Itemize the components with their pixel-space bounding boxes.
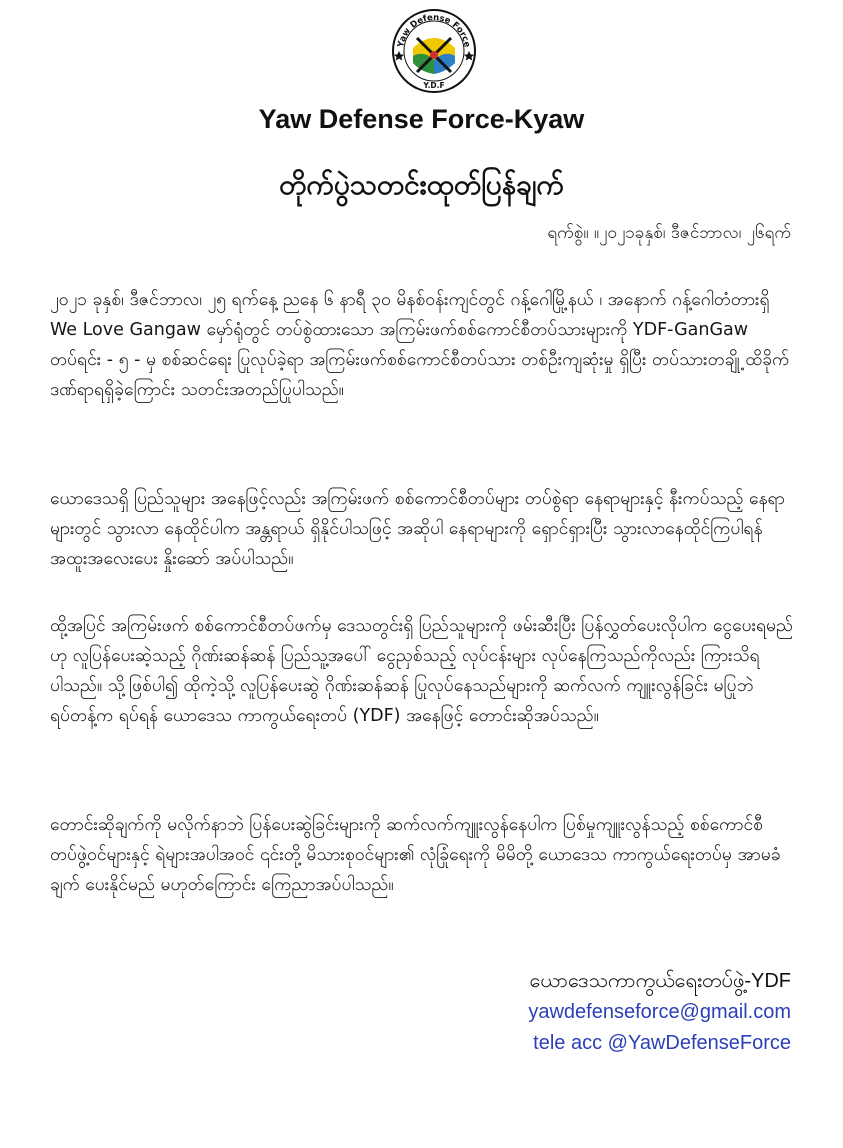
- document-title: တိုက်ပွဲသတင်းထုတ်ပြန်ချက်: [279, 168, 564, 201]
- ydf-logo: [391, 8, 477, 94]
- logo-bottom-text: Y.D.F: [423, 81, 445, 90]
- paragraph-3: ထို့အပြင် အကြမ်းဖက် စစ်ကောင်စီတပ်ဖက်မှ ဒေသတွင်းရှိ ပြည်သူများကို ဖမ်းဆီးပြီး ပြန်လွှတ်ပေးလိုပါက ငွေပေးရမည်ဟု လူပြန်ပေးဆဲ့သည့် ဂိုဏ်းဆန်ဆန် ပြည်သူ့အပေါ် ငွေညှစ်သည့် လုပ်ငန်းများ လုပ်နေကြသည်ကိုလည်း ကြားသိရပါသည်။ သို့ဖြစ်ပါ၍ ထိုကဲ့သို့ လူပြန်ပေးဆွဲ ဂိုဏ်းဆန်ဆန် ပြုလုပ်နေသည်များကို ဆက်လက် ကျူးလွန်ခြင်း မပြုဘဲ ရပ်တန့်က ရပ်ရန် ယောဒေသ ကာကွယ်ရေးတပ် (YDF) အနေဖြင့် တောင်းဆိုအပ်သည်။: [50, 616, 793, 726]
- paragraph-4: တောင်းဆိုချက်ကို မလိုက်နာဘဲ ပြန်ပေးဆွဲခြင်းများကို ဆက်လက်ကျူးလွန်နေပါက ပြစ်မှုကျူးလွန်သည့် စစ်ကောင်စီ တပ်ဖွဲ့ဝင်များနှင့် ရဲများအပါအဝင် ၎င်းတို့ မိသားစုဝင်များ၏ လုံခြုံရေးကို မိမိတို့ ယောဒေသ ကာကွယ်ရေးတပ်မှ အာမခံချက် ပေးနိုင်မည် မဟုတ်ကြောင်း ကြေညာအပ်ပါသည်။: [50, 815, 781, 895]
- email-link[interactable]: yawdefenseforce@gmail.com: [528, 1001, 791, 1023]
- logo-top-text: Yaw Defense Force: [396, 12, 472, 49]
- signature-block: [528, 966, 791, 1059]
- org-title: Yaw Defense Force-Kyaw: [258, 104, 585, 134]
- paragraph-2: ယောဒေသရှိ ပြည်သူများ အနေဖြင့်လည်း အကြမ်းဖက် စစ်ကောင်စီတပ်များ တပ်စွဲရာ နေရာများနှင့် နီးကပ်သည့် နေရာများတွင် သွားလာ နေထိုင်ပါက အန္တရာယ် ရှိနိုင်ပါသဖြင့် အဆိုပါ နေရာများကို ရှောင်ရှားပြီး သွားလာနေထိုင်ကြပါရန် အထူးအလေးပေး နှိုးဆော် အပ်ပါသည်။: [50, 489, 785, 569]
- ydf-emblem-icon: [391, 8, 477, 94]
- paragraph-1: ၂၀၂၁ ခုနှစ်၊ ဒီဇင်ဘာလ၊ ၂၅ ရက်နေ့ ညနေ ၆ နာရီ ၃၀ မိနစ်ဝန်းကျင်တွင် ဂန့်ဂေါမြို့နယ် ၊ အနောက် ဂန့်ဂေါတံတားရှိ We Love Gangaw မှော်ရုံတွင် တပ်စွဲထားသော အကြမ်းဖက်စစ်ကောင်စီတပ်သားများကို YDF-GanGaw တပ်ရင်း - ၅ - မှ စစ်ဆင်ရေး ပြုလုပ်ခဲ့ရာ အကြမ်းဖက်စစ်ကောင်စီတပ်သား တစ်ဦးကျဆုံးမှု ရှိပြီး တပ်သားတချို့ ထိခိုက်ဒဏ်ရာရရှိခဲ့ကြောင်း သတင်းအတည်ပြုပါသည်။: [50, 290, 790, 400]
- telegram-account-link[interactable]: tele acc @YawDefenseForce: [533, 1032, 791, 1054]
- signature-name: ယောဒေသကာကွယ်ရေးတပ်ဖွဲ့-YDF: [529, 970, 791, 992]
- date-line: ရက်စွဲ။ ။၂၀၂၁ခုနှစ်၊ ဒီဇင်ဘာလ၊ ၂၆ရက်: [547, 223, 791, 243]
